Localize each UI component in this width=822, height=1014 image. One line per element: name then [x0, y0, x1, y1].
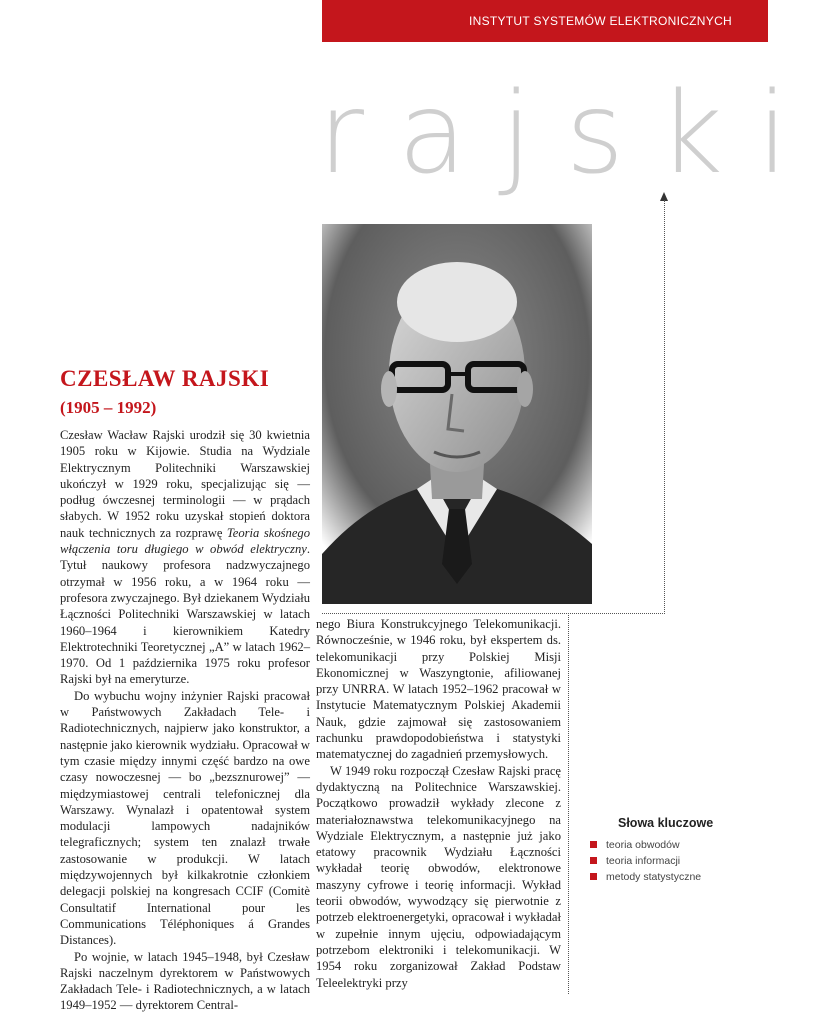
portrait-photo — [322, 224, 592, 604]
square-bullet-icon — [590, 857, 597, 864]
person-name: CZESŁAW RAJSKI — [60, 366, 270, 391]
thesis-title: Teoria skośnego włączenia toru długiego w obwód elektryczny — [60, 525, 310, 557]
background-surname: rajski — [318, 69, 822, 199]
biography-paragraph: Po wojnie, w latach 1945–1948, był Czesław Rajski naczelnym dyrektorem w Państwowych Zakładach Tele- i Radiotechnicznych, a w latach 1949–1952 — dyrektorem Central- — [60, 949, 310, 1013]
dotted-horizontal-line — [322, 613, 665, 614]
person-years: (1905 – 1992) — [60, 398, 157, 417]
biography-paragraph: W 1949 roku rozpoczął Czesław Rajski pracę dydaktyczną na Politechnice Warszawskiej. Początkowo prowadził wykłady zlecone z materiałoznawstwa telekomunikacyjnego na Wydziale Elektrycznym, a następnie już jako etatowy pracownik Wydziału Łączności wykładał teorię obwodów, elektronowe maszyny cyfrowe i teorię informacji. Wykład teorii obwodów, wywodzący się pierwotnie z potrzeb elektroenergetyki, opracował i wykładał w zupełnie innym ujęciu, odpowiadającym potrzebom elektroniki i telekomunikacji. W 1954 roku zorganizował Zakład Podstaw Teleelektryki przy — [316, 763, 561, 990]
biography-paragraph: Do wybuchu wojny inżynier Rajski pracował w Państwowych Zakładach Tele- i Radiotechnicznych, najpierw jako konstruktor, a następnie jako kierownik wydziału. Opracował w tym czasie między innymi część bardzo na owe czasy nowoczesnej — bo „bezsznurowej” — międzymiastowej centrali telefonicznej dla Warszawy. Wynalazł i opatentował system modulacji lampowych nadajników telegraficznych; system ten znalazł trwałe zastosowanie w produkcji. W latach międzywojennych był kilkakrotnie członkiem delegacji polskiej na kongresach CCIF (Comitè Consultatif International pour les Communications Téléphoniques á Grandes Distances). — [60, 688, 310, 948]
keyword-item — [590, 853, 701, 869]
keywords-list — [590, 837, 701, 885]
keyword-item — [590, 869, 701, 885]
header-bar — [322, 0, 768, 42]
biography-left-column — [60, 427, 310, 1014]
keyword-label: metody statystyczne — [606, 871, 702, 883]
keyword-label: teoria obwodów — [606, 839, 680, 851]
square-bullet-icon — [590, 841, 597, 848]
biography-middle-column — [316, 616, 561, 991]
square-bullet-icon — [590, 873, 597, 880]
keyword-label: teoria informacji — [606, 855, 681, 867]
dotted-vertical-line — [664, 200, 665, 614]
keyword-item — [590, 837, 701, 853]
keywords-title: Słowa kluczowe — [618, 816, 714, 830]
dotted-column-divider — [568, 613, 569, 994]
biography-paragraph: nego Biura Konstrukcyjnego Telekomunikacji. Równocześnie, w 1946 roku, był ekspertem ds. telekomunikacji przy Polskiej Misji Ekonomicznej w Waszyngtonie, afiliowanej przy UNRRA. W latach 1952–1962 pracował w Instytucie Matematycznym Polskiej Akademii Nauk, gdzie zajmował się zastosowaniem rachunku prawdopodobieństwa i statystyki matematycznej do zagadnień przemysłowych. — [316, 617, 561, 762]
header-title: INSTYTUT SYSTEMÓW ELEKTRONICZNYCH — [468, 14, 732, 28]
biography-paragraph: Czesław Wacław Rajski urodził się 30 kwietnia 1905 roku w Kijowie. Studia na Wydziale Elektrycznym Politechniki Warszawskiej ukończył w 1929 roku, specjalizując się — podług ówczesnej terminologii — w prądach słabych. W 1952 roku uzyskał stopień doktora nauk technicznych za rozprawę Teoria skośnego włączenia toru długiego w obwód elektryczny. Tytuł naukowy profesora nadzwyczajnego otrzymał w 1956 roku, a w 1964 roku — profesora zwyczajnego. Był dziekanem Wydziału Łączności Politechniki Warszawskiej w latach 1960–1964 i kierownikiem Katedry Elektrotechniki Teoretycznej „A” w latach 1962–1970. Od 1 października 1975 roku profesor Rajski był na emeryturze. — [60, 428, 310, 687]
